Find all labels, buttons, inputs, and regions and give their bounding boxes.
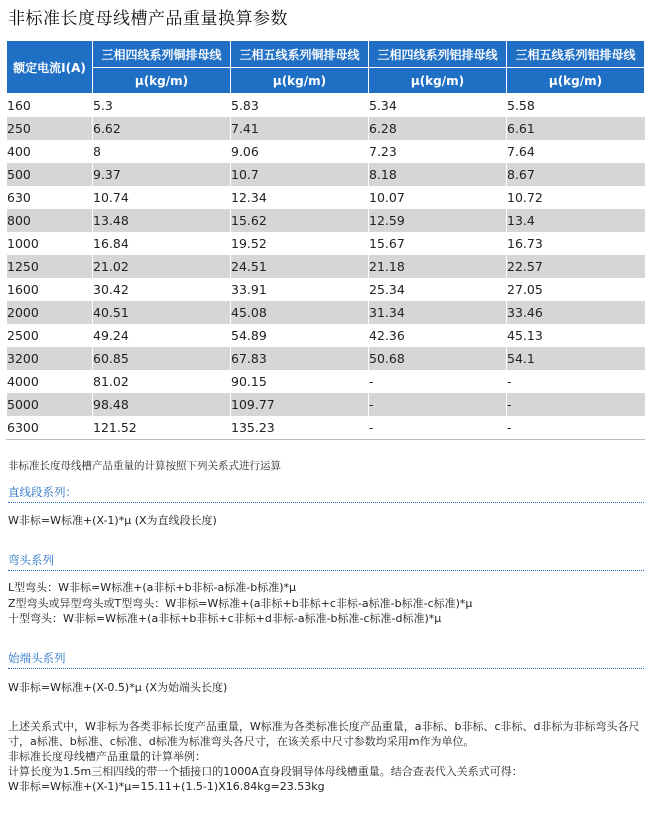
rated-current-cell: 4000 <box>7 370 93 393</box>
weight-value-cell: 33.91 <box>231 278 369 301</box>
table-row <box>7 117 645 140</box>
rated-current-cell: 1600 <box>7 278 93 301</box>
weight-value-cell: 98.48 <box>93 393 231 416</box>
weight-value-cell: 13.4 <box>507 209 645 232</box>
table-row <box>7 278 645 301</box>
weight-value-cell: - <box>507 416 645 440</box>
formula-elbow-cross: 十型弯头：W非标=W标准+(a非标+b非标+c非标+d非标-a标准-b标准-c标准-d标准)*μ <box>8 612 442 625</box>
current-column-header: 额定电流I(A) <box>7 41 93 94</box>
weight-value-cell: 25.34 <box>369 278 507 301</box>
weight-value-cell: 54.1 <box>507 347 645 370</box>
table-row <box>7 324 645 347</box>
explanation-line: 寸，a标准、b标准、c标准、d标准为标准弯头各尺寸，在该关系中尺寸参数均采用m作为单位。 <box>8 735 475 748</box>
weight-value-cell: 121.52 <box>93 416 231 440</box>
column-header-al-3p5w: 三相五线系列铝排母线 <box>507 41 645 68</box>
weight-value-cell: 12.34 <box>231 186 369 209</box>
column-header-cu-3p4w: 三相四线系列铜排母线 <box>93 41 231 68</box>
rated-current-cell: 1000 <box>7 232 93 255</box>
table-row <box>7 140 645 163</box>
example-heading: 非标准长度母线槽产品重量的计算举例： <box>8 750 206 763</box>
table-row <box>7 301 645 324</box>
formula-straight: W非标=W标准+(X-1)*μ (X为直线段长度) <box>8 514 217 527</box>
rated-current-cell: 5000 <box>7 393 93 416</box>
weight-value-cell: 27.05 <box>507 278 645 301</box>
rated-current-cell: 400 <box>7 140 93 163</box>
table-unit-row <box>7 68 645 94</box>
rated-current-cell: 3200 <box>7 347 93 370</box>
weight-value-cell: 21.18 <box>369 255 507 278</box>
column-header-al-3p4w: 三相四线系列铝排母线 <box>369 41 507 68</box>
weight-value-cell: - <box>507 393 645 416</box>
section-title-elbow: 弯头系列 <box>8 552 644 571</box>
section-title-end: 始端头系列 <box>8 650 644 669</box>
weight-value-cell: 7.41 <box>231 117 369 140</box>
weight-value-cell: 42.36 <box>369 324 507 347</box>
rated-current-cell: 500 <box>7 163 93 186</box>
unit-header: μ(kg/m) <box>507 68 645 94</box>
weight-value-cell: 6.62 <box>93 117 231 140</box>
weight-value-cell: 40.51 <box>93 301 231 324</box>
weight-value-cell: 5.34 <box>369 94 507 118</box>
weight-value-cell: 16.73 <box>507 232 645 255</box>
weight-value-cell: 90.15 <box>231 370 369 393</box>
weight-value-cell: - <box>369 370 507 393</box>
table-body <box>7 94 645 440</box>
intro-text: 非标准长度母线槽产品重量的计算按照下列关系式进行运算 <box>8 460 281 472</box>
weight-value-cell: 12.59 <box>369 209 507 232</box>
weight-value-cell: 45.13 <box>507 324 645 347</box>
rated-current-cell: 2000 <box>7 301 93 324</box>
weight-value-cell: 54.89 <box>231 324 369 347</box>
weight-value-cell: 8.18 <box>369 163 507 186</box>
weight-value-cell: 31.34 <box>369 301 507 324</box>
unit-header: μ(kg/m) <box>93 68 231 94</box>
table-row <box>7 186 645 209</box>
table-row <box>7 163 645 186</box>
rated-current-cell: 250 <box>7 117 93 140</box>
table-row <box>7 347 645 370</box>
table-row <box>7 94 645 118</box>
weight-value-cell: 135.23 <box>231 416 369 440</box>
formula-elbow-z: Z型弯头或异型弯头或T型弯头：W非标=W标准+(a非标+b非标+c非标-a标准-b标准-c标准)*μ <box>8 597 473 610</box>
weight-value-cell: 10.07 <box>369 186 507 209</box>
formula-elbow-l: L型弯头：W非标=W标准+(a非标+b非标-a标准-b标准)*μ <box>8 581 296 594</box>
weight-value-cell: 16.84 <box>93 232 231 255</box>
weight-value-cell: 5.3 <box>93 94 231 118</box>
weight-value-cell: 15.62 <box>231 209 369 232</box>
weight-value-cell: 109.77 <box>231 393 369 416</box>
rated-current-cell: 6300 <box>7 416 93 440</box>
example-description: 计算长度为1.5m三相四线的带一个插接口的1000A直身段铜导体母线槽重量。结合查表代入关系式可得： <box>8 765 523 778</box>
weight-value-cell: 50.68 <box>369 347 507 370</box>
weight-value-cell: 15.67 <box>369 232 507 255</box>
weight-value-cell: 7.23 <box>369 140 507 163</box>
weight-value-cell: 10.74 <box>93 186 231 209</box>
weight-value-cell: - <box>507 370 645 393</box>
unit-header: μ(kg/m) <box>231 68 369 94</box>
table-row <box>7 370 645 393</box>
table-row <box>7 416 645 440</box>
weight-value-cell: 60.85 <box>93 347 231 370</box>
weight-value-cell: 30.42 <box>93 278 231 301</box>
weight-value-cell: 33.46 <box>507 301 645 324</box>
weight-value-cell: 24.51 <box>231 255 369 278</box>
rated-current-cell: 630 <box>7 186 93 209</box>
table-row <box>7 393 645 416</box>
weight-value-cell: 10.72 <box>507 186 645 209</box>
weight-value-cell: 5.58 <box>507 94 645 118</box>
weight-value-cell: 19.52 <box>231 232 369 255</box>
weight-conversion-table <box>6 40 645 440</box>
weight-value-cell: 49.24 <box>93 324 231 347</box>
weight-value-cell: 10.7 <box>231 163 369 186</box>
section-title-straight: 直线段系列： <box>8 484 644 503</box>
weight-value-cell: 9.06 <box>231 140 369 163</box>
weight-value-cell: 13.48 <box>93 209 231 232</box>
formula-end: W非标=W标准+(X-0.5)*μ (X为始端头长度) <box>8 681 228 694</box>
table-row <box>7 209 645 232</box>
weight-value-cell: 8 <box>93 140 231 163</box>
weight-value-cell: 67.83 <box>231 347 369 370</box>
weight-value-cell: 22.57 <box>507 255 645 278</box>
weight-value-cell: 6.61 <box>507 117 645 140</box>
weight-value-cell: - <box>369 393 507 416</box>
table-header-row <box>7 41 645 68</box>
page-title: 非标准长度母线槽产品重量换算参数 <box>8 9 288 29</box>
weight-value-cell: 6.28 <box>369 117 507 140</box>
weight-value-cell: 8.67 <box>507 163 645 186</box>
example-formula: W非标=W标准+(X-1)*μ=15.11+(1.5-1)X16.84kg=23.53kg <box>8 780 325 793</box>
weight-value-cell: 21.02 <box>93 255 231 278</box>
weight-value-cell: 45.08 <box>231 301 369 324</box>
weight-value-cell: 5.83 <box>231 94 369 118</box>
weight-value-cell: 7.64 <box>507 140 645 163</box>
rated-current-cell: 2500 <box>7 324 93 347</box>
unit-header: μ(kg/m) <box>369 68 507 94</box>
rated-current-cell: 160 <box>7 94 93 118</box>
table-row <box>7 232 645 255</box>
weight-value-cell: 81.02 <box>93 370 231 393</box>
weight-value-cell: 9.37 <box>93 163 231 186</box>
rated-current-cell: 1250 <box>7 255 93 278</box>
explanation-line: 上述关系式中，W非标为各类非标长度产品重量，W标准为各类标准长度产品重量，a非标、b非标、c非标、d非标为非标弯头各尺 <box>8 720 640 733</box>
table-row <box>7 255 645 278</box>
weight-value-cell: - <box>369 416 507 440</box>
rated-current-cell: 800 <box>7 209 93 232</box>
column-header-cu-3p5w: 三相五线系列铜排母线 <box>231 41 369 68</box>
